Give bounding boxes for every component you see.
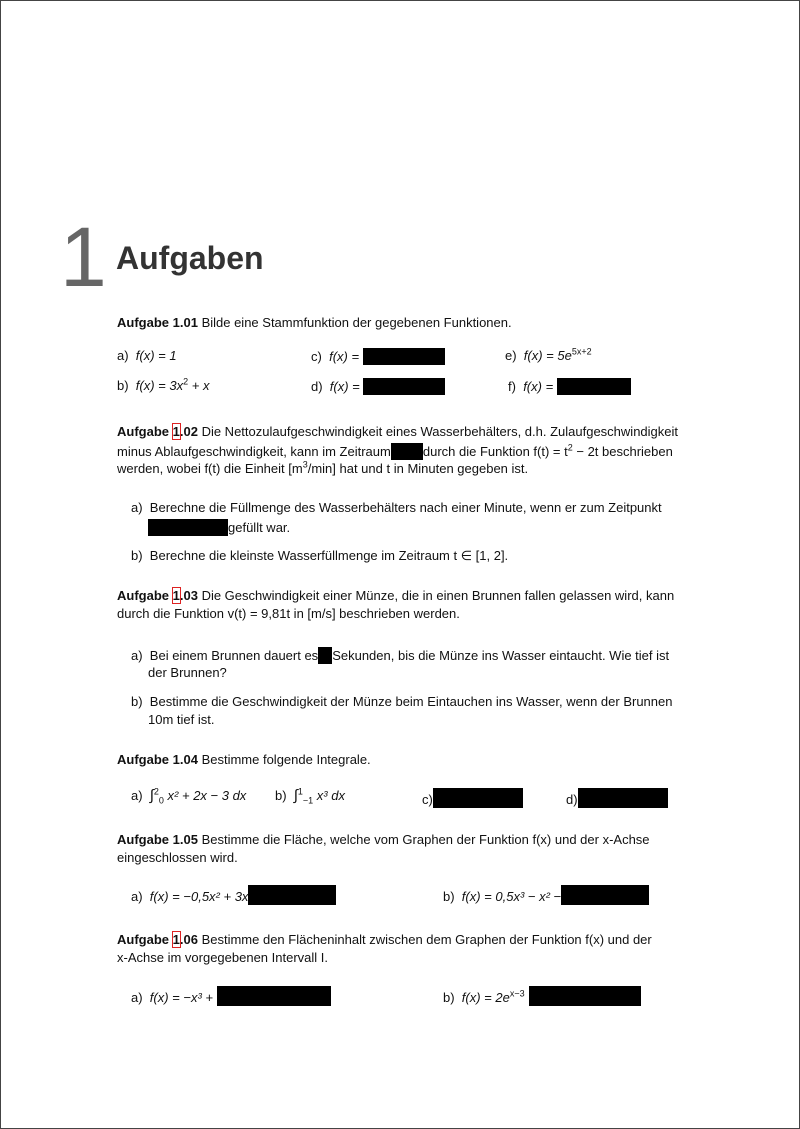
task-1-04-item-a: a) ∫$^2_0$ x² + 2x − 3 dx <box>131 786 247 806</box>
task-1-02-item-a: a) Berechne die Füllmenge des Wasserbehälters nach einer Minute, wenn er zum Zeitpunkt <box>131 500 662 515</box>
task-1-05-item-a: a) f(x) = −0,5x² + 3x <box>131 885 336 905</box>
task-1-03-item-a: a) Bei einem Brunnen dauert es Sekunden, bis die Münze ins Wasser eintaucht. Wie tief ist <box>131 648 670 663</box>
task-1-02-line1: Aufgabe 1.02 Die Nettozulaufgeschwindigkeit eines Wasserbehälters, d.h. Zulaufgeschwindigkeit <box>117 424 678 439</box>
task-1-03-line2: durch die Funktion v(t) = 9,81t in [m/s] beschrieben werden. <box>117 606 460 621</box>
task-1-02-line3: werden, wobei f(t) die Einheit $[m^3/\min]$ hat und t in Minuten gegeben ist. <box>117 459 529 476</box>
task-1-04-item-c: c) <box>422 788 523 808</box>
task-1-04-heading: Aufgabe 1.04 Bestimme folgende Integrale. <box>117 752 371 767</box>
task-1-05-line2: eingeschlossen wird. <box>117 850 238 865</box>
task-1-05-line1: Aufgabe 1.05 Bestimme die Fläche, welche vom Graphen der Funktion f(x) und der x-Achse <box>117 832 650 847</box>
task-1-03-item-b-cont: 10m tief ist. <box>148 712 215 727</box>
redaction <box>557 378 631 395</box>
redaction <box>217 986 331 1006</box>
redaction <box>318 647 332 664</box>
redaction <box>363 378 445 395</box>
task-1-01-item-e: e) $f(x) = 5e^{5x+2}$ <box>505 346 592 363</box>
redaction <box>148 519 228 536</box>
task-1-06-item-a: a) f(x) = −x³ + <box>131 986 331 1006</box>
redaction <box>529 986 641 1006</box>
task-1-01-item-d: d) f(x) = <box>311 378 445 395</box>
task-1-02-item-b: b) Berechne die kleinste Wasserfüllmenge im Zeitraum t ∈ [1, 2]. <box>131 548 509 563</box>
task-1-06-item-b: b) $f(x) = 2e^{x-3}$ <box>443 986 641 1006</box>
task-1-02-item-a-cont: gefüllt war. <box>148 519 290 536</box>
task-1-06-line2: x-Achse im vorgegebenen Intervall I. <box>117 950 328 965</box>
task-1-04-item-b: b) ∫$^1_{-1}$ x³ dx <box>275 786 345 806</box>
task-1-03-item-b: b) Bestimme die Geschwindigkeit der Münze beim Eintauchen ins Wasser, wenn der Brunnen <box>131 694 673 709</box>
task-1-01-item-f: f) f(x) = <box>508 378 631 395</box>
redaction <box>561 885 649 905</box>
redaction <box>433 788 523 808</box>
task-1-01-item-a: a) f(x) = 1 <box>117 348 177 363</box>
chapter-title: Aufgaben <box>116 240 264 276</box>
task-1-01-item-c: c) f(x) = <box>311 348 445 365</box>
redaction <box>578 788 668 808</box>
task-1-01-item-b: b) $f(x) = 3x^2 + x$ <box>117 376 210 393</box>
chapter-number: 1 <box>60 210 107 304</box>
task-1-01-heading: Aufgabe 1.01 Bilde eine Stammfunktion der gegebenen Funktionen. <box>117 315 512 330</box>
task-1-05-item-b: b) f(x) = 0,5x³ − x² − <box>443 885 649 905</box>
task-1-04-item-d: d) <box>566 788 668 808</box>
redaction <box>391 443 423 460</box>
task-1-03-line1: Aufgabe 1.03 Die Geschwindigkeit einer Münze, die in einen Brunnen fallen gelassen wird, kann <box>117 588 675 603</box>
redaction <box>248 885 336 905</box>
task-1-02-line2: minus Ablaufgeschwindigkeit, kann im Zeitraum durch die Funktion $f(t) = t^2 - 2t$ beschrieben <box>117 442 673 459</box>
redaction <box>363 348 445 365</box>
task-1-03-item-a-cont: der Brunnen? <box>148 665 227 680</box>
task-1-06-line1: Aufgabe 1.06 Bestimme den Flächeninhalt zwischen dem Graphen der Funktion f(x) und der <box>117 932 652 947</box>
